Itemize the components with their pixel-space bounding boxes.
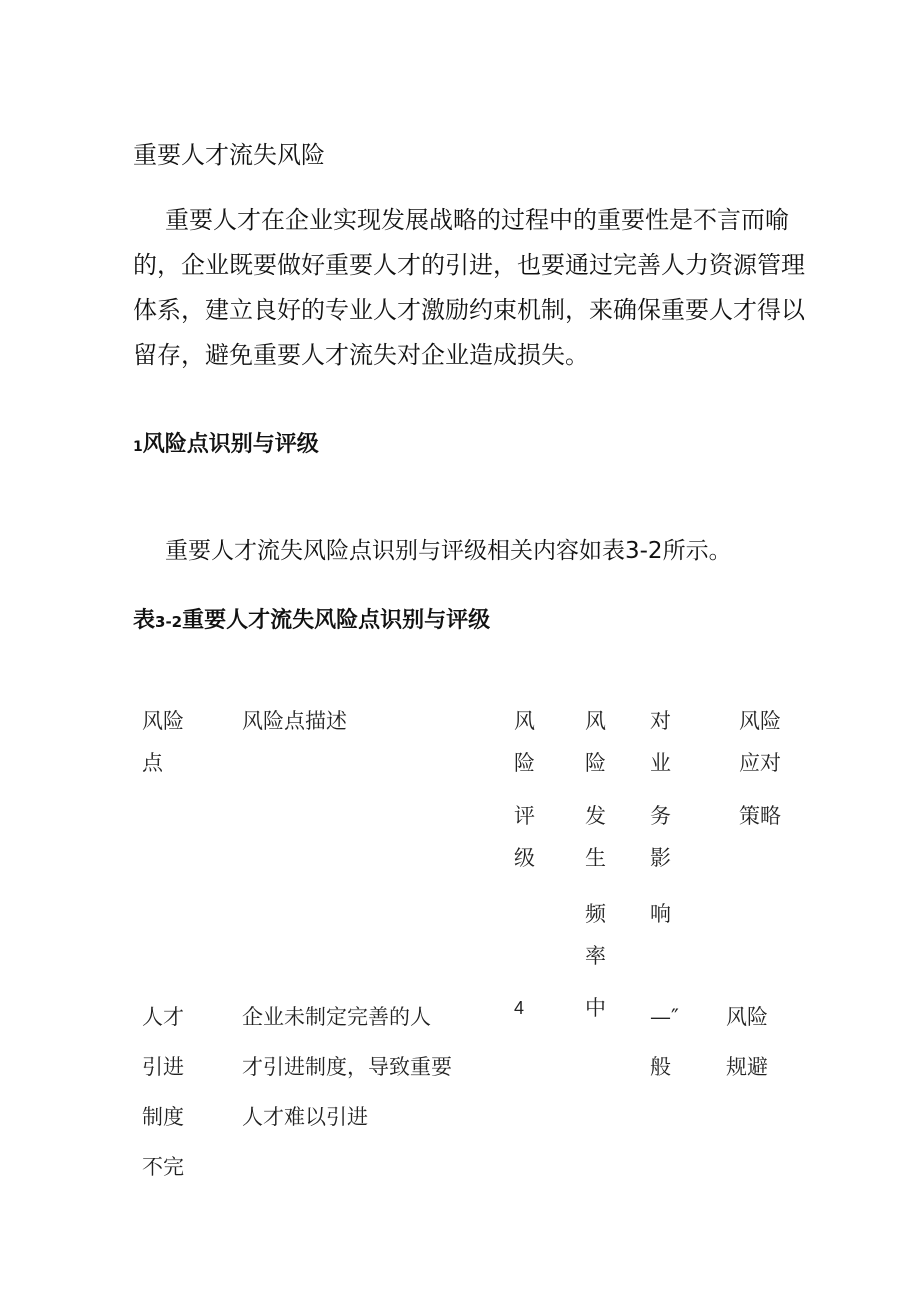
header-frequency xyxy=(585,700,606,977)
row-strategy xyxy=(726,992,768,1092)
paragraph-line: 体系，建立良好的专业人才激励约束机制，来确保重要人才得以 xyxy=(133,296,805,324)
header-line: 评 xyxy=(514,804,535,828)
header-line: 对 xyxy=(650,709,671,733)
header-line: 风险 xyxy=(739,709,781,733)
paragraph-line: 留存，避免重要人才流失对企业造成损失。 xyxy=(133,341,589,369)
cell-line: 制度 xyxy=(142,1105,184,1129)
header-line: 险 xyxy=(585,751,606,775)
caption-number: 3-2 xyxy=(155,613,183,631)
header-line: 风 xyxy=(585,709,606,733)
row-frequency: 中 xyxy=(585,996,606,1020)
table-caption xyxy=(133,604,490,639)
cell-line: 般 xyxy=(650,1055,671,1079)
subsection-title: 风险点识别与评级 xyxy=(142,432,319,457)
section-title: 重要人才流失风险 xyxy=(133,141,325,169)
header-line: 发 xyxy=(585,804,606,828)
cell-line: 人才 xyxy=(142,1005,184,1029)
subsection-heading xyxy=(133,428,319,464)
header-line: 点 xyxy=(142,751,163,775)
subsection-number: 1 xyxy=(133,439,143,455)
cell-line: 企业未制定完善的人 xyxy=(242,1005,431,1029)
paragraph-line: 重要人才在企业实现发展战略的过程中的重要性是不言而喻 xyxy=(165,206,789,234)
header-line: 务 xyxy=(650,804,671,828)
caption-prefix: 表 xyxy=(133,608,156,633)
cell-line: 不完 xyxy=(142,1155,184,1179)
row-impact xyxy=(650,992,679,1092)
header-line: 频 xyxy=(585,902,606,926)
header-line: 响 xyxy=(650,902,671,926)
header-line: 风险 xyxy=(142,709,184,733)
table-reference-text: 重要人才流失风险点识别与评级相关内容如表3-2所示。 xyxy=(165,538,732,564)
cell-line: —″ xyxy=(650,1005,679,1029)
header-line: 率 xyxy=(585,944,606,968)
cell-line: 规避 xyxy=(726,1055,768,1079)
caption-title: 重要人才流失风险点识别与评级 xyxy=(182,608,491,633)
header-line: 应对 xyxy=(739,751,781,775)
header-strategy xyxy=(739,700,781,837)
cell-line: 才引进制度，导致重要 xyxy=(242,1055,452,1079)
header-line: 险 xyxy=(514,751,535,775)
paragraph-line: 的，企业既要做好重要人才的引进，也要通过完善人力资源管理 xyxy=(133,251,805,279)
cell-line: 风险 xyxy=(726,1005,768,1029)
cell-line: 人才难以引进 xyxy=(242,1105,368,1129)
row-description xyxy=(242,992,452,1142)
header-line: 策略 xyxy=(739,804,781,828)
row-risk-point xyxy=(142,992,184,1192)
header-description xyxy=(242,700,347,742)
header-line: 风 xyxy=(514,709,535,733)
row-rating: 4 xyxy=(514,998,525,1018)
header-risk-point xyxy=(142,700,184,784)
header-line: 生 xyxy=(585,846,606,870)
cell-line: 引进 xyxy=(142,1055,184,1079)
header-rating xyxy=(514,700,535,879)
header-line: 业 xyxy=(650,751,671,775)
header-impact xyxy=(650,700,671,935)
header-line: 级 xyxy=(514,846,535,870)
intro-paragraph xyxy=(133,198,805,378)
header-line: 影 xyxy=(650,846,671,870)
header-line: 风险点描述 xyxy=(242,709,347,733)
